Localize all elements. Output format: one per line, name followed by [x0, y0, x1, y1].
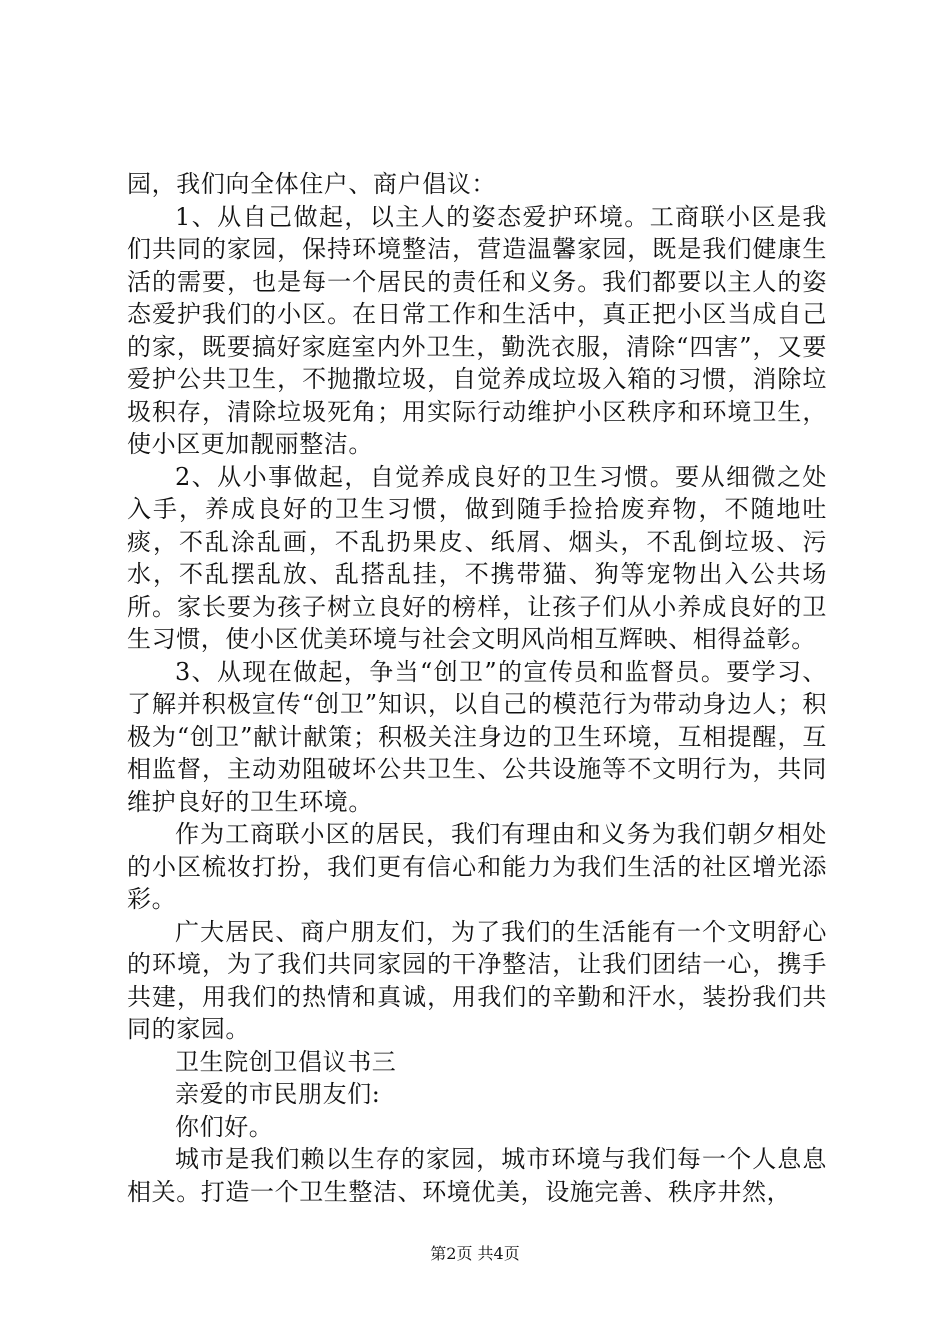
salutation: 亲爱的市民朋友们:	[175, 1080, 381, 1108]
section-heading-3: 卫生院创卫倡议书三	[175, 1047, 397, 1076]
paragraph-resident-duty: 作为工商联小区的居民，我们有理由和义务为我们朝夕相处的小区梳妆打扮，我们更有信心和能力为我们生活的社区增光添彩。	[127, 820, 827, 913]
page-number-footer: 第2页 共4页	[430, 1244, 520, 1263]
paragraph-proposal-2: 2、从小事做起，自觉养成良好的卫生习惯。要从细微之处入手，养成良好的卫生习惯，做到随手捡拾废弃物，不随地吐痰，不乱涂乱画，不乱扔果皮、纸屑、烟头，不乱倒垃圾、污水，不乱摆乱放、乱搭乱挂，不携带猫、狗等宠物出入公共场所。家长要为孩子树立良好的榜样，让孩子们从小养成良好的卫生习惯，使小区优美环境与社会文明风尚相互辉映、相得益彰。	[127, 462, 827, 653]
paragraph-intro-continuation: 园，我们向全体住户、商户倡议：	[127, 170, 496, 198]
paragraph-city-home: 城市是我们赖以生存的家园，城市环境与我们每一个人息息相关。打造一个卫生整洁、环境优美，设施完善、秩序井然，	[127, 1145, 827, 1206]
paragraph-proposal-1: 1、从自己做起，以主人的姿态爱护环境。工商联小区是我们共同的家园，保持环境整洁，营造温馨家园，既是我们健康生活的需要，也是每一个居民的责任和义务。我们都要以主人的姿态爱护我们的小区。在日常工作和生活中，真正把小区当成自己的家，既要搞好家庭室内外卫生，勤洗衣服，清除“四害”，又要爱护公共卫生，不抛撒垃圾，自觉养成垃圾入箱的习惯，消除垃圾积存，清除垃圾死角；用实际行动维护小区秩序和环境卫生，使小区更加靓丽整洁。	[127, 202, 827, 458]
document-body	[127, 168, 827, 1208]
greeting: 你们好。	[175, 1112, 274, 1141]
paragraph-closing-call: 广大居民、商户朋友们，为了我们的生活能有一个文明舒心的环境，为了我们共同家园的干净整洁，让我们团结一心，携手共建，用我们的热情和真诚，用我们的辛勤和汗水，装扮我们共同的家园。	[127, 917, 827, 1043]
paragraph-proposal-3: 3、从现在做起，争当“创卫”的宣传员和监督员。要学习、了解并积极宣传“创卫”知识，以自己的模范行为带动身边人；积极为“创卫”献计献策；积极关注身边的卫生环境，互相提醒，互相监督，主动劝阻破坏公共卫生、公共设施等不文明行为，共同维护良好的卫生环境。	[127, 657, 827, 816]
